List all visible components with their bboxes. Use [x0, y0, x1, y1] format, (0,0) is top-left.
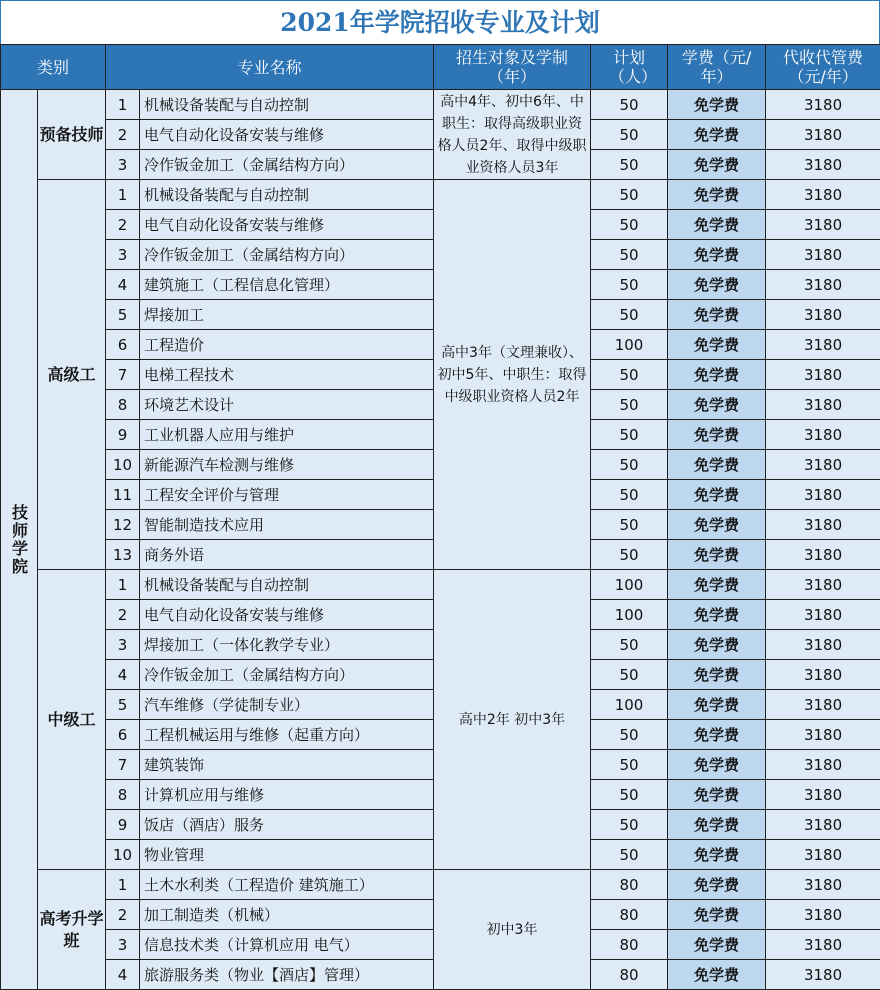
table-row [1, 180, 880, 210]
plan-count: 50 [591, 480, 668, 510]
tuition-value: 免学费 [668, 690, 766, 720]
major-name: 机械设备装配与自动控制 [140, 570, 434, 600]
major-name: 机械设备装配与自动控制 [140, 90, 434, 120]
row-number: 2 [106, 210, 140, 240]
tuition-value: 免学费 [668, 810, 766, 840]
plan-count: 80 [591, 960, 668, 990]
tuition-value: 免学费 [668, 870, 766, 900]
row-number: 6 [106, 330, 140, 360]
target-cell: 高中3年（文理兼收）、初中5年、中职生：取得中级职业资格人员2年 [434, 180, 591, 570]
plan-count: 50 [591, 300, 668, 330]
plan-count: 50 [591, 270, 668, 300]
row-number: 2 [106, 900, 140, 930]
major-name: 工程安全评价与管理 [140, 480, 434, 510]
major-name: 土木水利类（工程造价 建筑施工） [140, 870, 434, 900]
table-row [1, 90, 880, 120]
row-number: 1 [106, 570, 140, 600]
plan-count: 50 [591, 210, 668, 240]
table-row [1, 870, 880, 900]
agency-fee-value: 3180 [766, 540, 880, 570]
plan-count: 50 [591, 450, 668, 480]
tuition-value: 免学费 [668, 750, 766, 780]
agency-fee-value: 3180 [766, 630, 880, 660]
plan-count: 50 [591, 810, 668, 840]
tuition-value: 免学费 [668, 120, 766, 150]
tuition-value: 免学费 [668, 420, 766, 450]
major-name: 商务外语 [140, 540, 434, 570]
row-number: 10 [106, 840, 140, 870]
agency-fee-value: 3180 [766, 810, 880, 840]
agency-fee-value: 3180 [766, 840, 880, 870]
plan-count: 80 [591, 870, 668, 900]
plan-count: 50 [591, 120, 668, 150]
row-number: 9 [106, 810, 140, 840]
major-name: 建筑施工（工程信息化管理） [140, 270, 434, 300]
row-number: 2 [106, 600, 140, 630]
tuition-value: 免学费 [668, 390, 766, 420]
major-name: 物业管理 [140, 840, 434, 870]
category-cell: 高级工 [38, 180, 106, 570]
tuition-value: 免学费 [668, 660, 766, 690]
header-target: 招生对象及学制（年） [434, 45, 591, 90]
plan-count: 100 [591, 600, 668, 630]
plan-count: 50 [591, 720, 668, 750]
row-number: 13 [106, 540, 140, 570]
agency-fee-value: 3180 [766, 90, 880, 120]
plan-count: 80 [591, 930, 668, 960]
row-number: 1 [106, 180, 140, 210]
table-row [1, 570, 880, 600]
major-name: 旅游服务类（物业【酒店】管理） [140, 960, 434, 990]
row-number: 5 [106, 300, 140, 330]
top-category-cell: 技师学院 [1, 90, 38, 990]
row-number: 8 [106, 780, 140, 810]
agency-fee-value: 3180 [766, 600, 880, 630]
table-body [1, 90, 880, 990]
tuition-value: 免学费 [668, 210, 766, 240]
plan-count: 50 [591, 750, 668, 780]
agency-fee-value: 3180 [766, 930, 880, 960]
major-name: 冷作钣金加工（金属结构方向） [140, 150, 434, 180]
header-tuition: 学费（元/年） [668, 45, 766, 90]
tuition-value: 免学费 [668, 720, 766, 750]
table-header-row [1, 45, 880, 90]
category-cell: 预备技师 [38, 90, 106, 180]
row-number: 3 [106, 930, 140, 960]
major-name: 焊接加工（一体化教学专业） [140, 630, 434, 660]
tuition-value: 免学费 [668, 240, 766, 270]
plan-count: 100 [591, 330, 668, 360]
plan-count: 80 [591, 900, 668, 930]
row-number: 6 [106, 720, 140, 750]
tuition-value: 免学费 [668, 600, 766, 630]
plan-count: 50 [591, 840, 668, 870]
agency-fee-value: 3180 [766, 150, 880, 180]
plan-count: 50 [591, 510, 668, 540]
agency-fee-value: 3180 [766, 870, 880, 900]
plan-count: 50 [591, 180, 668, 210]
plan-count: 50 [591, 630, 668, 660]
major-name: 建筑装饰 [140, 750, 434, 780]
plan-count: 50 [591, 420, 668, 450]
agency-fee-value: 3180 [766, 330, 880, 360]
agency-fee-value: 3180 [766, 690, 880, 720]
major-name: 工业机器人应用与维护 [140, 420, 434, 450]
row-number: 3 [106, 240, 140, 270]
major-name: 电梯工程技术 [140, 360, 434, 390]
agency-fee-value: 3180 [766, 960, 880, 990]
major-name: 计算机应用与维修 [140, 780, 434, 810]
row-number: 1 [106, 870, 140, 900]
tuition-value: 免学费 [668, 450, 766, 480]
tuition-value: 免学费 [668, 180, 766, 210]
row-number: 3 [106, 630, 140, 660]
tuition-value: 免学费 [668, 360, 766, 390]
header-category: 类别 [1, 45, 106, 90]
row-number: 2 [106, 120, 140, 150]
plan-count: 50 [591, 360, 668, 390]
tuition-value: 免学费 [668, 150, 766, 180]
tuition-value: 免学费 [668, 930, 766, 960]
target-cell: 高中4年、初中6年、中职生：取得高级职业资格人员2年、取得中级职业资格人员3年 [434, 90, 591, 180]
row-number: 4 [106, 270, 140, 300]
tuition-value: 免学费 [668, 570, 766, 600]
row-number: 4 [106, 960, 140, 990]
agency-fee-value: 3180 [766, 240, 880, 270]
plan-count: 50 [591, 540, 668, 570]
row-number: 8 [106, 390, 140, 420]
agency-fee-value: 3180 [766, 210, 880, 240]
row-number: 1 [106, 90, 140, 120]
agency-fee-value: 3180 [766, 180, 880, 210]
tuition-value: 免学费 [668, 270, 766, 300]
agency-fee-value: 3180 [766, 510, 880, 540]
major-name: 新能源汽车检测与维修 [140, 450, 434, 480]
tuition-value: 免学费 [668, 90, 766, 120]
tuition-value: 免学费 [668, 540, 766, 570]
row-number: 11 [106, 480, 140, 510]
tuition-value: 免学费 [668, 840, 766, 870]
major-name: 智能制造技术应用 [140, 510, 434, 540]
header-plan: 计划（人） [591, 45, 668, 90]
major-name: 焊接加工 [140, 300, 434, 330]
major-name: 冷作钣金加工（金属结构方向） [140, 240, 434, 270]
major-name: 饭店（酒店）服务 [140, 810, 434, 840]
tuition-value: 免学费 [668, 780, 766, 810]
category-cell: 高考升学班 [38, 870, 106, 990]
tuition-value: 免学费 [668, 900, 766, 930]
row-number: 3 [106, 150, 140, 180]
plan-count: 100 [591, 690, 668, 720]
major-name: 加工制造类（机械） [140, 900, 434, 930]
tuition-value: 免学费 [668, 630, 766, 660]
major-name: 信息技术类（计算机应用 电气） [140, 930, 434, 960]
plan-count: 50 [591, 240, 668, 270]
agency-fee-value: 3180 [766, 720, 880, 750]
major-name: 电气自动化设备安装与维修 [140, 120, 434, 150]
page-title: 2021年学院招收专业及计划 [0, 0, 880, 44]
plan-count: 100 [591, 570, 668, 600]
major-name: 电气自动化设备安装与维修 [140, 600, 434, 630]
tuition-value: 免学费 [668, 330, 766, 360]
agency-fee-value: 3180 [766, 570, 880, 600]
row-number: 10 [106, 450, 140, 480]
agency-fee-value: 3180 [766, 900, 880, 930]
agency-fee-value: 3180 [766, 750, 880, 780]
tuition-value: 免学费 [668, 300, 766, 330]
plan-count: 50 [591, 390, 668, 420]
agency-fee-value: 3180 [766, 420, 880, 450]
row-number: 9 [106, 420, 140, 450]
agency-fee-value: 3180 [766, 270, 880, 300]
agency-fee-value: 3180 [766, 300, 880, 330]
row-number: 5 [106, 690, 140, 720]
plan-count: 50 [591, 780, 668, 810]
major-name: 机械设备装配与自动控制 [140, 180, 434, 210]
row-number: 7 [106, 360, 140, 390]
agency-fee-value: 3180 [766, 780, 880, 810]
plan-count: 50 [591, 150, 668, 180]
category-cell: 中级工 [38, 570, 106, 870]
agency-fee-value: 3180 [766, 390, 880, 420]
tuition-value: 免学费 [668, 960, 766, 990]
major-name: 电气自动化设备安装与维修 [140, 210, 434, 240]
agency-fee-value: 3180 [766, 450, 880, 480]
major-name: 冷作钣金加工（金属结构方向） [140, 660, 434, 690]
plan-count: 50 [591, 90, 668, 120]
agency-fee-value: 3180 [766, 480, 880, 510]
header-agency-fee: 代收代管费（元/年） [766, 45, 880, 90]
row-number: 4 [106, 660, 140, 690]
agency-fee-value: 3180 [766, 360, 880, 390]
major-name: 环境艺术设计 [140, 390, 434, 420]
plan-count: 50 [591, 660, 668, 690]
row-number: 12 [106, 510, 140, 540]
major-name: 工程机械运用与维修（起重方向） [140, 720, 434, 750]
target-cell: 高中2年 初中3年 [434, 570, 591, 870]
major-name: 汽车维修（学徒制专业） [140, 690, 434, 720]
target-cell: 初中3年 [434, 870, 591, 990]
header-major: 专业名称 [106, 45, 434, 90]
agency-fee-value: 3180 [766, 660, 880, 690]
row-number: 7 [106, 750, 140, 780]
major-name: 工程造价 [140, 330, 434, 360]
enrollment-table [0, 44, 880, 990]
tuition-value: 免学费 [668, 510, 766, 540]
agency-fee-value: 3180 [766, 120, 880, 150]
tuition-value: 免学费 [668, 480, 766, 510]
